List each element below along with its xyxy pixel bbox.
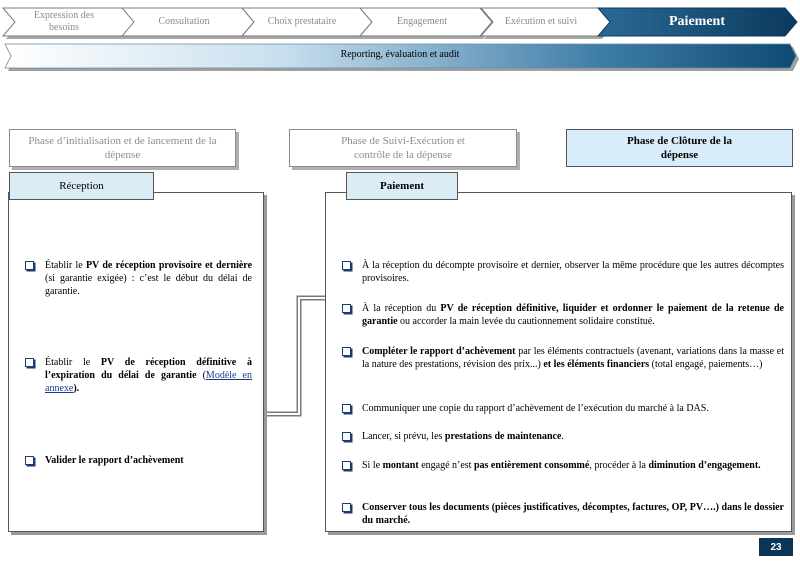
right-item-1: À la réception du décompte provisoire et dernier, observer la même procédure que les autres décomptes provisoires. [342,259,784,285]
left-panel-tab: Réception [9,172,154,200]
page-number: 23 [759,538,793,556]
checkbox-icon [342,304,351,313]
left-item-1: Établir le PV de réception provisoire et dernière (si garantie exigée) : c’est le début du délai de garantie. [25,259,252,298]
phase-suivi-execution: Phase de Suivi-Exécution et contrôle de la dépense [289,129,517,167]
right-item-3: Compléter le rapport d’achèvement par les éléments contractuels (avenant, variations dans la masse et la nature des prestations, révision des prix...) et les éléments financiers (total engagé, paiements…) [342,345,784,371]
left-item-3: Valider le rapport d’achèvement [25,454,252,467]
step-label-5: Exécution et suivi [504,16,578,27]
checkbox-icon [342,404,351,413]
step-label-1: Expression des besoins [33,10,95,33]
step-label-4: Engagement [397,16,447,27]
checkbox-icon [342,261,351,270]
checkbox-icon [342,461,351,470]
checkbox-icon [25,456,34,465]
step-label-2: Consultation [158,16,210,27]
right-item-6: Si le montant engagé n’est pas entièrement consommé, procéder à la diminution d’engagement. [342,459,784,472]
checkbox-icon [342,347,351,356]
phase-initialisation: Phase d’initialisation et de lancement de la dépense [9,129,236,167]
left-item-2: Établir le PV de réception définitive à l’expiration du délai de garantie (Modèle en annexe). [25,356,252,395]
checkbox-icon [342,503,351,512]
right-panel-tab: Paiement [346,172,458,200]
right-item-7: Conserver tous les documents (pièces justificatives, décomptes, factures, OP, PV….) dans le dossier du marché. [342,501,784,527]
checkbox-icon [25,261,34,270]
checkbox-icon [342,432,351,441]
step-label-6: Paiement [669,14,725,29]
checkbox-icon [25,358,34,367]
right-item-2: À la réception du PV de réception définitive, liquider et ordonner le paiement de la retenue de garantie ou accorder la main levée du cautionnement solidaire constitué. [342,302,784,328]
step-label-3: Choix prestataire [267,16,337,27]
reporting-bar-label: Reporting, évaluation et audit [340,49,460,60]
phase-cloture: Phase de Clôture de la dépense [566,129,793,167]
annex-link[interactable]: Modèle en annexe [45,370,252,394]
right-item-5: Lancer, si prévu, les prestations de maintenance. [342,430,784,443]
right-item-4: Communiquer une copie du rapport d’achèvement de l’exécution du marché à la DAS. [342,402,784,415]
